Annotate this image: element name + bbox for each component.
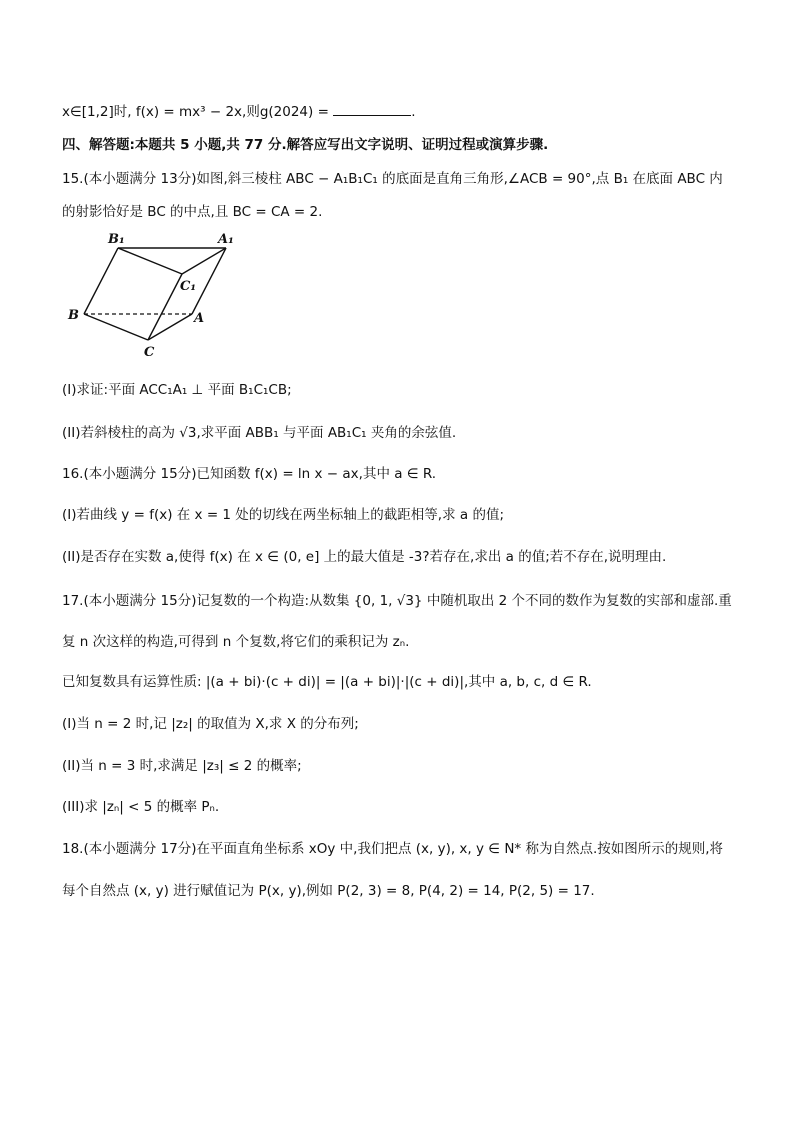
- q17-part1: (I)当 n = 2 时,记 |z₂| 的取值为 X,求 X 的分布列;: [62, 716, 359, 732]
- q14-ask: ,则g(2024) =: [242, 104, 334, 120]
- q15-part1: (I)求证:平面 ACC₁A₁ ⊥ 平面 B₁C₁CB;: [62, 382, 292, 398]
- answer-blank: [333, 103, 411, 116]
- prism-figure: [60, 226, 250, 366]
- q17-part2: (II)当 n = 3 时,求满足 |z₃| ≤ 2 的概率;: [62, 758, 302, 774]
- q17-part3: (III)求 |zₙ| < 5 的概率 Pₙ.: [62, 799, 220, 815]
- edge-b1-b: [84, 248, 118, 314]
- q16-part1: (I)若曲线 y = f(x) 在 x = 1 处的切线在两坐标轴上的截距相等,求 a 的值;: [62, 507, 505, 523]
- label-a: A: [194, 311, 205, 326]
- q14-end: .: [411, 104, 416, 120]
- edge-b-c: [84, 314, 148, 340]
- q14-tail-line: [62, 100, 415, 120]
- q18-stem-line1: 18.(本小题满分 17分)在平面直角坐标系 xOy 中,我们把点 (x, y), x, y ∈ N* 称为自然点.按如图所示的规则,将: [62, 841, 724, 857]
- q18-stem-line2: 每个自然点 (x, y) 进行赋值记为 P(x, y),例如 P(2, 3) = 8, P(4, 2) = 14, P(2, 5) = 17.: [62, 883, 595, 899]
- edge-b1-c1: [118, 248, 182, 274]
- q15-stem-line1: 15.(本小题满分 13分)如图,斜三棱柱 ABC − A₁B₁C₁ 的底面是直角三角形,∠ACB = 90°,点 B₁ 在底面 ABC 内: [62, 171, 723, 187]
- label-c: C: [144, 345, 155, 360]
- label-b: B: [68, 308, 79, 323]
- section-heading: 四、解答题:本题共 5 小题,共 77 分.解答应写出文字说明、证明过程或演算步骤.: [62, 137, 549, 153]
- q16-part2: (II)是否存在实数 a,使得 f(x) 在 x ∈ (0, e] 上的最大值是 -3?若存在,求出 a 的值;若不存在,说明理由.: [62, 549, 667, 565]
- q17-stem-line1: 17.(本小题满分 15分)记复数的一个构造:从数集 {0, 1, √3} 中随机取出 2 个不同的数作为复数的实部和虚部.重: [62, 593, 732, 609]
- label-c1: C₁: [180, 279, 197, 294]
- label-b1: B₁: [108, 232, 125, 247]
- label-a1: A₁: [218, 232, 234, 247]
- q15-stem-line2: 的射影恰好是 BC 的中点,且 BC = CA = 2.: [62, 204, 323, 220]
- q14-condition: x∈[1,2]时, f(x) = mx³ − 2x: [62, 104, 243, 120]
- q17-property: 已知复数具有运算性质: |(a + bi)·(c + di)| = |(a + bi)|·|(c + di)|,其中 a, b, c, d ∈ R.: [62, 674, 592, 690]
- q15-part2: (II)若斜棱柱的高为 √3,求平面 ABB₁ 与平面 AB₁C₁ 夹角的余弦值.: [62, 425, 457, 441]
- q17-stem-line2: 复 n 次这样的构造,可得到 n 个复数,将它们的乘积记为 zₙ.: [62, 634, 410, 650]
- q16-stem: 16.(本小题满分 15分)已知函数 f(x) = ln x − ax,其中 a ∈ R.: [62, 466, 437, 482]
